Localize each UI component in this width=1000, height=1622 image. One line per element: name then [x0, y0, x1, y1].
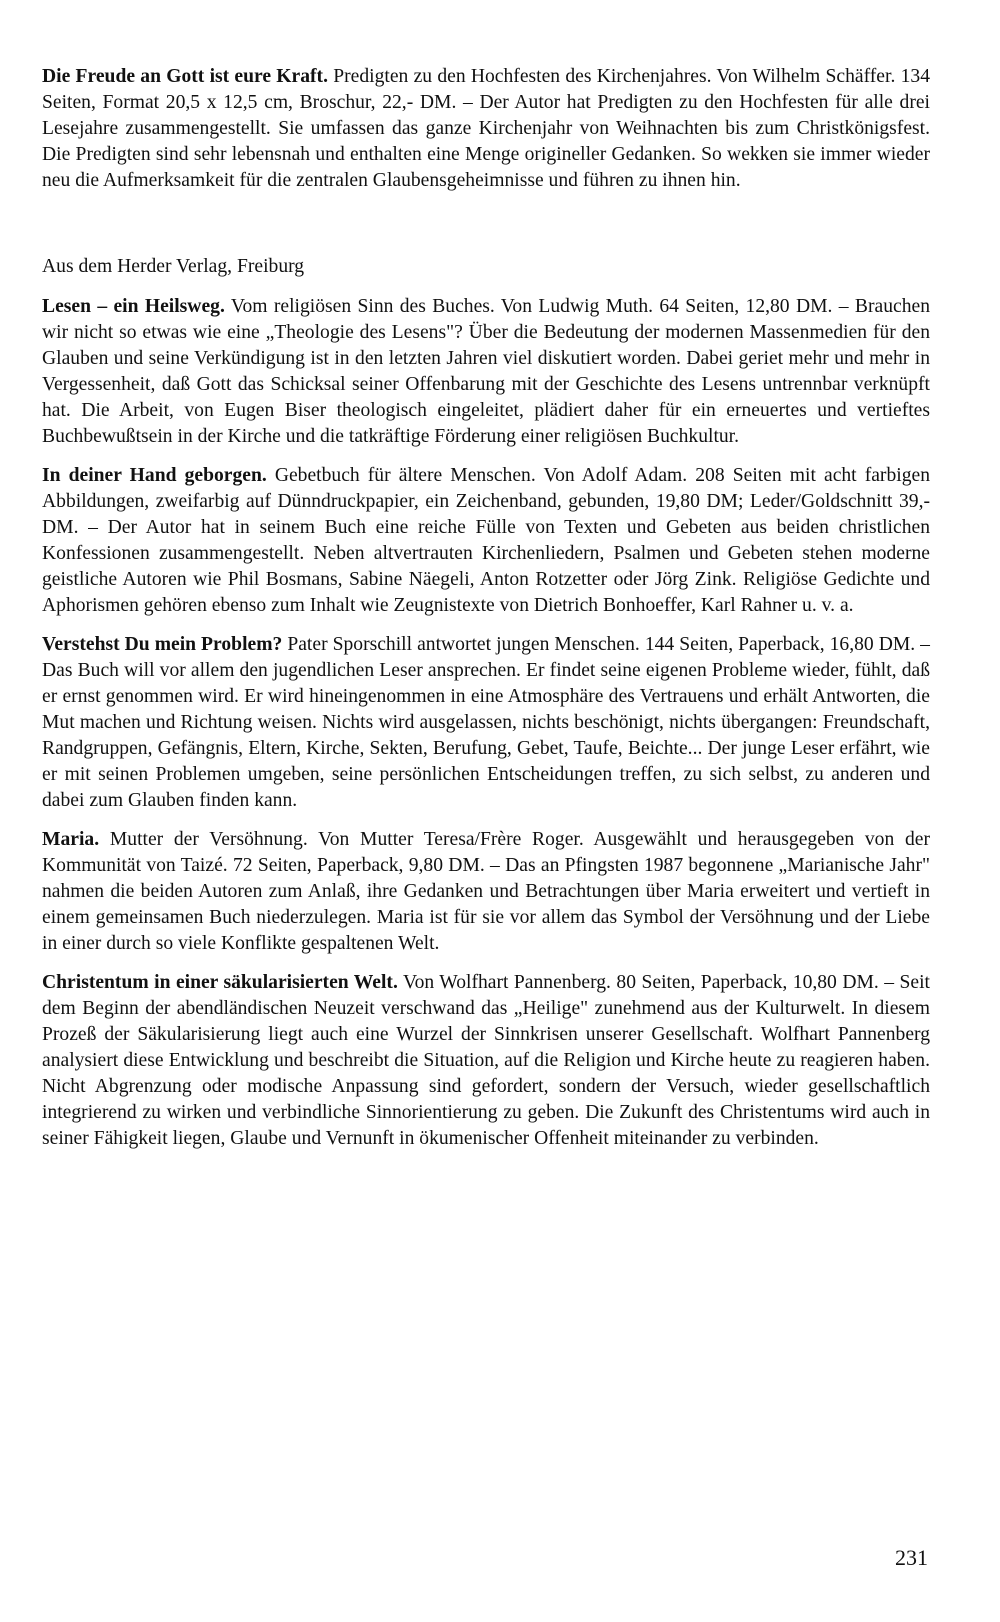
book-entry: [42, 64, 930, 194]
book-description: Pater Sporschill antwortet jungen Menschen. 144 Seiten, Paperback, 16,80 DM. – Das Buch will vor allem den jugendlichen Leser ansprechen. Er findet seine eigenen Probleme wieder, fühlt, daß er ernst genommen wird. Er wird hineingenommen in eine Atmosphäre des Vertrauens und erhält Antworten, die Mut machen und Richtung weisen. Nichts wird ausgelassen, nichts beschönigt, nichts übergangen: Freundschaft, Randgruppen, Gefängnis, Eltern, Kirche, Sekten, Berufung, Gebet, Taufe, Beichte... Der junge Leser erfährt, wie er mit seinen Problemen umgeben, seine persönlichen Entscheidungen treffen, zu sich selbst, zu anderen und dabei zum Glauben finden kann.: [42, 634, 930, 811]
page-number: 231: [895, 1545, 928, 1570]
book-entry: [42, 827, 930, 957]
book-title: Christentum in einer säkularisierten Welt.: [42, 972, 398, 993]
book-entry: [42, 970, 930, 1152]
book-description: Von Wolfhart Pannenberg. 80 Seiten, Paperback, 10,80 DM. – Seit dem Beginn der abendländischen Neuzeit verschwand das „Heilige" zunehmend aus der Kulturwelt. In diesem Prozeß der Säkularisierung liegt auch eine Wurzel der Sinnkrisen unserer Gesellschaft. Wolfhart Pannenberg analysiert diese Entwicklung und beschreibt die Situation, auf die Religion und Kirche heute zu reagieren haben. Nicht Abgrenzung oder modische Anpassung sind gefordert, sondern der Versuch, wieder gesellschaftlich integrierend zu wirken und verbindliche Sinnorientierung zu geben. Die Zukunft des Christentums wird auch in seiner Fähigkeit liegen, Glaube und Vernunft in ökumenischer Offenheit miteinander zu verbinden.: [42, 972, 930, 1149]
book-entry: [42, 632, 930, 814]
book-description: Vom religiösen Sinn des Buches. Von Ludwig Muth. 64 Seiten, 12,80 DM. – Brauchen wir nicht so etwas wie eine „Theologie des Lesens"? Über die Bedeutung der modernen Massenmedien für den Glauben und seine Verkündigung ist in den letzten Jahren viel diskutiert worden. Dabei geriet mehr und mehr in Vergessenheit, daß Gott das Schicksal seiner Offenbarung mit der Geschichte des Lesens untrennbar verknüpft hat. Die Arbeit, von Eugen Biser theologisch eingeleitet, plädiert daher für ein erneuertes und vertieftes Buchbewußtsein in der Kirche und die tatkräftige Förderung einer religiösen Buchkultur.: [42, 296, 930, 447]
book-description: Predigten zu den Hochfesten des Kirchenjahres. Von Wilhelm Schäffer. 134 Seiten, Format 20,5 x 12,5 cm, Broschur, 22,- DM. – Der Autor hat Predigten zu den Hochfesten für alle drei Lesejahre zusammengestellt. Sie umfassen das ganze Kirchenjahr von Weihnachten bis zum Christkönigsfest. Die Predigten sind sehr lebensnah und enthalten eine Menge origineller Gedanken. So wekken sie immer wieder neu die Aufmerksamkeit für die zentralen Glaubensgeheimnisse und führen zu ihnen hin.: [42, 66, 930, 191]
book-title: Verstehst Du mein Problem?: [42, 634, 283, 655]
book-title: In deiner Hand geborgen.: [42, 465, 267, 486]
publisher-heading: Aus dem Herder Verlag, Freiburg: [42, 256, 305, 277]
book-description: Mutter der Versöhnung. Von Mutter Teresa/Frère Roger. Ausgewählt und herausgegeben von der Kommunität von Taizé. 72 Seiten, Paperback, 9,80 DM. – Das an Pfingsten 1987 begonnene „Marianische Jahr" nahmen die beiden Autoren zum Anlaß, ihre Gedanken und Betrachtungen über Maria erweitert und vertieft in einem gemeinsamen Buch niederzulegen. Maria ist für sie vor allem das Symbol der Versöhnung und der Liebe in einer durch so viele Konflikte gespaltenen Welt.: [42, 829, 930, 954]
book-title: Die Freude an Gott ist eure Kraft.: [42, 66, 328, 87]
book-description: Gebetbuch für ältere Menschen. Von Adolf Adam. 208 Seiten mit acht farbigen Abbildungen, zweifarbig auf Dünndruckpapier, ein Zeichenband, gebunden, 19,80 DM; Leder/Goldschnitt 39,- DM. – Der Autor hat in seinem Buch eine reiche Fülle von Texten und Gebeten aus beiden christlichen Konfessionen zusammengestellt. Neben altvertrauten Kirchenliedern, Psalmen und Gebeten stehen moderne geistliche Autoren wie Phil Bosmans, Sabine Näegeli, Anton Rotzetter oder Jörg Zink. Religiöse Gedichte und Aphorismen gehören ebenso zum Inhalt wie Zeugnistexte von Dietrich Bonhoeffer, Karl Rahner u. v. a.: [42, 465, 930, 616]
book-title: Maria.: [42, 829, 100, 850]
book-title: Lesen – ein Heilsweg.: [42, 296, 225, 317]
book-entry: [42, 463, 930, 619]
book-entry: [42, 294, 930, 450]
